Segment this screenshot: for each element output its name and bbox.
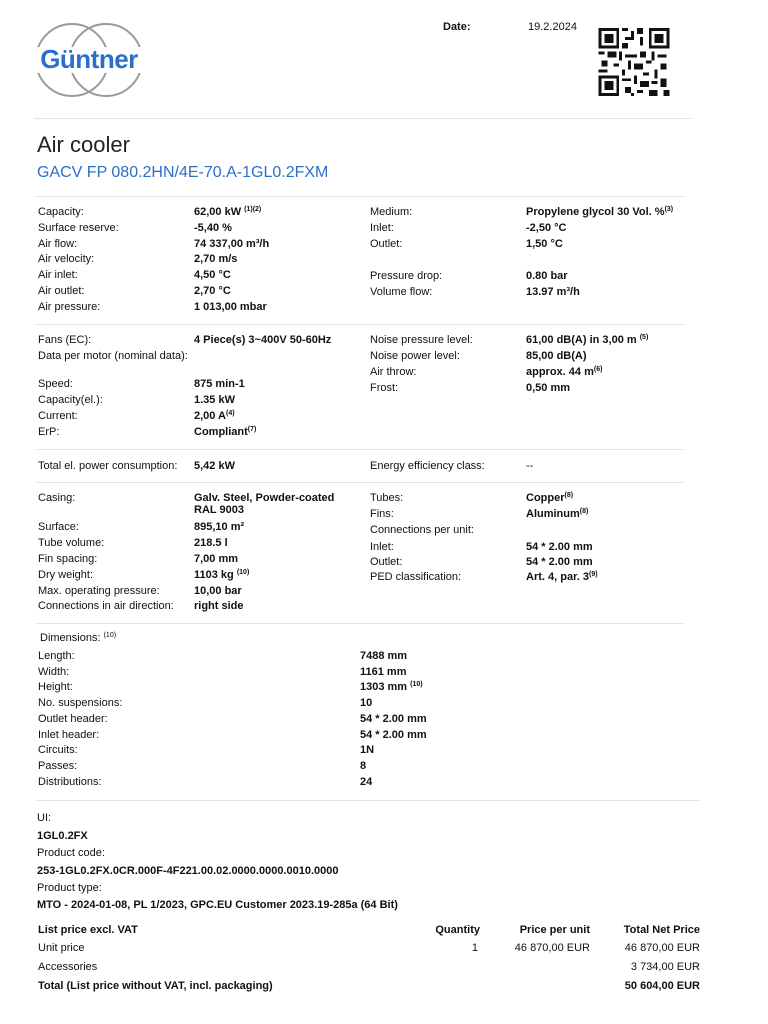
- capacity-value: 62,00 kW $^{(1)(2)}$: [194, 206, 262, 218]
- speed-value: 875 min-1: [194, 378, 245, 390]
- fins-label: Fins:: [370, 508, 394, 520]
- model-designation: GACV FP 080.2HN/4E-70.A-1GL0.2FXM: [37, 164, 329, 181]
- air-direction-label: Connections in air direction:: [38, 600, 174, 612]
- capacity-el-value: 1.35 kW: [194, 394, 235, 406]
- energy-class-value: --: [526, 460, 534, 472]
- max-pressure-label: Max. operating pressure:: [38, 585, 160, 597]
- total-power-value: 5,42 kW: [194, 460, 235, 472]
- price-header-total: Total Net Price: [623, 924, 700, 936]
- grand-total-label: Total (List price without VAT, incl. packaging): [38, 980, 273, 992]
- accessories-label: Accessories: [38, 961, 98, 973]
- logo-text: Güntner: [40, 44, 138, 74]
- air-throw-label: Air throw:: [370, 366, 417, 378]
- height-value: 1303 mm $^{(10)}$: [360, 681, 423, 693]
- connection-outlet-value: 54 * 2.00 mm: [526, 556, 593, 568]
- total-power-label: Total el. power consumption:: [38, 460, 178, 472]
- air-flow-value: 74 337,00 m³/h: [194, 238, 270, 250]
- qr-code: [598, 28, 670, 96]
- unit-quantity: 1: [471, 942, 478, 954]
- outlet-label: Outlet:: [370, 238, 403, 250]
- air-flow-label: Air flow:: [38, 238, 78, 250]
- passes-label: Passes:: [38, 760, 78, 772]
- width-label: Width:: [38, 666, 70, 678]
- energy-class-label: Energy efficiency class:: [370, 460, 485, 472]
- circuits-value: 1N: [360, 744, 375, 756]
- connection-outlet-label: Outlet:: [370, 556, 403, 568]
- unit-total-price: 46 870,00 EUR: [624, 942, 700, 954]
- length-label: Length:: [38, 650, 75, 662]
- capacity-label: Capacity:: [38, 206, 84, 218]
- inlet-header-value: 54 * 2.00 mm: [360, 729, 427, 741]
- connection-inlet-label: Inlet:: [370, 541, 394, 553]
- air-outlet-value: 2,70 °C: [194, 285, 231, 297]
- length-value: 7488 mm: [360, 650, 408, 662]
- guentner-logo: [34, 20, 144, 100]
- surface-reserve-value: -5,40 %: [194, 222, 232, 234]
- noise-pressure-value: 61,00 dB(A) in 3,00 m $^{(5)}$: [526, 334, 649, 346]
- outlet-header-value: 54 * 2.00 mm: [360, 713, 427, 725]
- dry-weight-label: Dry weight:: [38, 569, 94, 581]
- date-value: 19.2.2024: [528, 21, 577, 33]
- tubes-value: Copper$^{(8)}$: [526, 492, 574, 504]
- pressure-drop-label: Pressure drop:: [370, 270, 443, 282]
- fin-spacing-label: Fin spacing:: [38, 553, 98, 565]
- air-inlet-label: Air inlet:: [38, 269, 78, 281]
- inlet-header-label: Inlet header:: [38, 729, 100, 741]
- section-divider: [36, 449, 684, 450]
- noise-power-label: Noise power level:: [370, 350, 460, 362]
- erp-value: Compliant$^{(7)}$: [194, 426, 257, 438]
- section-divider: [36, 196, 684, 197]
- price-header-quantity: Quantity: [435, 924, 480, 936]
- air-pressure-label: Air pressure:: [38, 301, 101, 313]
- air-inlet-value: 4,50 °C: [194, 269, 231, 281]
- volume-flow-value: 13.97 m³/h: [526, 286, 580, 298]
- passes-value: 8: [360, 760, 367, 772]
- current-label: Current:: [38, 410, 78, 422]
- inlet-value: -2,50 °C: [526, 222, 567, 234]
- grand-total-value: 50 604,00 EUR: [624, 980, 700, 992]
- suspensions-value: 10: [360, 697, 373, 709]
- medium-label: Medium:: [370, 206, 413, 218]
- medium-value: Propylene glycol 30 Vol. %$^{(3)}$: [526, 206, 674, 218]
- distributions-label: Distributions:: [38, 776, 102, 788]
- header-divider: [34, 118, 692, 119]
- air-direction-value: right side: [194, 600, 244, 612]
- unit-price-per-unit: 46 870,00 EUR: [514, 942, 590, 954]
- air-throw-value: approx. 44 $m^{(6)}$: [526, 366, 603, 378]
- width-value: 1161 mm: [360, 666, 407, 678]
- accessories-total: 3 734,00 EUR: [630, 961, 700, 973]
- pressure-drop-value: 0.80 bar: [526, 270, 568, 282]
- product-code-label: Product code:: [37, 847, 105, 859]
- section-divider: [36, 482, 684, 483]
- ped-label: PED classification:: [370, 571, 462, 583]
- max-pressure-value: 10,00 bar: [194, 585, 242, 597]
- section-divider: [36, 623, 684, 624]
- section-divider: [36, 800, 700, 801]
- product-type-value: MTO - 2024-01-08, PL 1/2023, GPC.EU Customer 2023.19-285a (64 Bit): [37, 899, 398, 911]
- surface-label: Surface:: [38, 521, 79, 533]
- fin-spacing-value: 7,00 mm: [194, 553, 239, 565]
- distributions-value: 24: [360, 776, 373, 788]
- circuits-label: Circuits:: [38, 744, 78, 756]
- air-velocity-label: Air velocity:: [38, 253, 95, 265]
- product-type-label: Product type:: [37, 882, 102, 894]
- noise-pressure-label: Noise pressure level:: [370, 334, 473, 346]
- tube-volume-value: 218.5 l: [194, 537, 228, 549]
- price-header-unit-price: Price per unit: [519, 924, 590, 936]
- speed-label: Speed:: [38, 378, 73, 390]
- connection-inlet-value: 54 * 2.00 mm: [526, 541, 593, 553]
- air-outlet-label: Air outlet:: [38, 285, 85, 297]
- fans-value: 4 Piece(s) 3~400V 50-60Hz: [194, 334, 332, 346]
- height-label: Height:: [38, 681, 73, 693]
- tubes-label: Tubes:: [370, 492, 404, 504]
- current-value: 2,00 $A^{(4)}$: [194, 410, 235, 422]
- frost-label: Frost:: [370, 382, 399, 394]
- surface-reserve-label: Surface reserve:: [38, 222, 119, 234]
- air-velocity-value: 2,70 m/s: [194, 253, 238, 265]
- erp-label: ErP:: [38, 426, 60, 438]
- page-title: Air cooler: [37, 132, 130, 157]
- connections-label: Connections per unit:: [370, 524, 474, 536]
- frost-value: 0,50 mm: [526, 382, 571, 394]
- casing-value: Galv. Steel, Powder-coated RAL 9003: [194, 492, 335, 516]
- motor-data-label: Data per motor (nominal data):: [38, 350, 188, 362]
- ped-value: Art. 4, par. 3$^{(9)}$: [526, 571, 598, 583]
- volume-flow-label: Volume flow:: [370, 286, 433, 298]
- dimensions-title: Dimensions: $^{(10)}$: [40, 632, 117, 644]
- fins-value: Aluminum$^{(8)}$: [526, 508, 589, 520]
- dry-weight-value: 1103 kg $^{(10)}$: [194, 569, 250, 581]
- air-pressure-value: 1 013,00 mbar: [194, 301, 267, 313]
- outlet-header-label: Outlet header:: [38, 713, 108, 725]
- outlet-value: 1,50 °C: [526, 238, 563, 250]
- tube-volume-label: Tube volume:: [38, 537, 105, 549]
- unit-price-label: Unit price: [38, 942, 85, 954]
- date-label: Date:: [443, 21, 471, 33]
- price-header-item: List price excl. VAT: [38, 924, 138, 936]
- suspensions-label: No. suspensions:: [38, 697, 123, 709]
- section-divider: [36, 324, 684, 325]
- noise-power-value: 85,00 dB(A): [526, 350, 587, 362]
- fans-label: Fans (EC):: [38, 334, 92, 346]
- capacity-el-label: Capacity(el.):: [38, 394, 103, 406]
- ui-value: 1GL0.2FX: [37, 830, 88, 842]
- surface-value: 895,10 m²: [194, 521, 245, 533]
- casing-label: Casing:: [38, 492, 76, 504]
- ui-label: UI:: [37, 812, 52, 824]
- inlet-label: Inlet:: [370, 222, 394, 234]
- product-code-value: 253-1GL0.2FX.0CR.000F-4F221.00.02.0000.0000.0010.0000: [37, 865, 339, 877]
